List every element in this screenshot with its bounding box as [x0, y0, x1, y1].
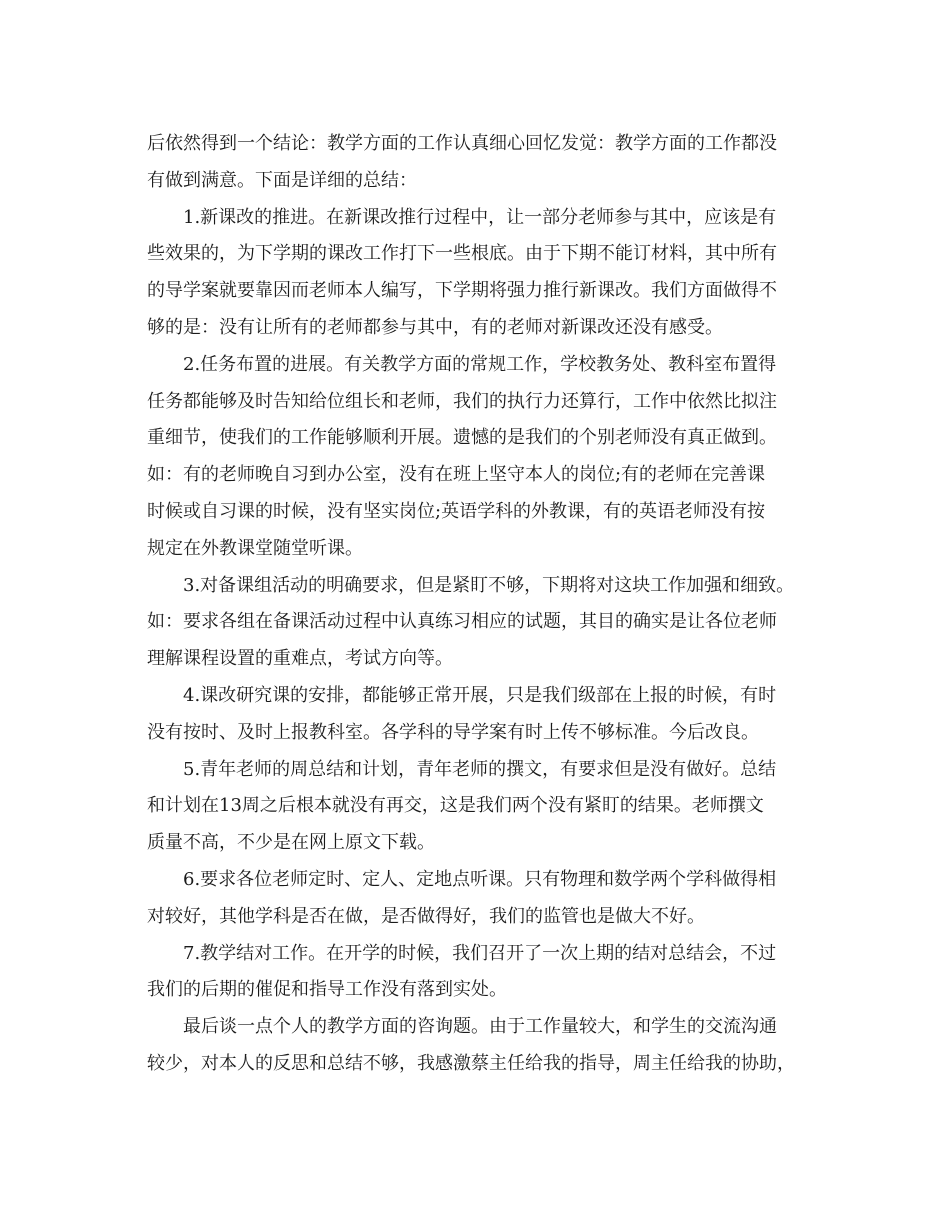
paragraph-start-line: 4.课改研究课的安排，都能够正常开展，只是我们级部在上报的时候，有时	[183, 684, 777, 706]
text-line: 后依然得到一个结论：教学方面的工作认真细心回忆发觉：教学方面的工作都没	[147, 133, 777, 154]
text-line: 和计划在13周之后根本就没有再交，这是我们两个没有紧盯的结果。老师撰文	[147, 795, 764, 817]
text-line: 我们的后期的催促和指导工作没有落到实处。	[147, 979, 507, 1001]
text-line: 如：要求各组在备课活动过程中认真练习相应的试题，其目的确实是让各位老师	[147, 611, 777, 633]
text-line: 够的是：没有让所有的老师都参与其中，有的老师对新课改还没有感受。	[147, 316, 723, 338]
paragraph-start-line: 1.新课改的推进。在新课改推行过程中，让一部分老师参与其中，应该是有	[183, 206, 777, 228]
text-line: 规定在外教课堂随堂听课。	[147, 537, 363, 559]
paragraph-start-line: 2.任务布置的进展。有关教学方面的常规工作，学校教务处、教科室布置得	[183, 353, 777, 375]
paragraph-start-line: 5.青年老师的周总结和计划，青年老师的撰文，有要求但是没有做好。总结	[183, 758, 777, 780]
document-body	[147, 126, 817, 1083]
text-line: 些效果的，为下学期的课改工作打下一些根底。由于下期不能订材料，其中所有	[147, 243, 777, 265]
text-line: 重细节，使我们的工作能够顺利开展。遗憾的是我们的个别老师没有真正做到。	[147, 427, 777, 449]
text-line: 对较好，其他学科是否在做，是否做得好，我们的监管也是做大不好。	[147, 905, 705, 927]
text-line: 任务都能够及时告知给位组长和老师，我们的执行力还算行，工作中依然比拟注	[147, 390, 777, 412]
text-line: 如：有的老师晚自习到办公室，没有在班上坚守本人的岗位;有的老师在完善课	[147, 464, 766, 486]
text-line: 有做到满意。下面是详细的总结：	[147, 169, 417, 191]
text-line: 较少，对本人的反思和总结不够，我感激蔡主任给我的指导，周主任给我的协助，	[147, 1052, 795, 1074]
paragraph-start-line: 最后谈一点个人的教学方面的咨询题。由于工作量较大，和学生的交流沟通	[183, 1016, 777, 1038]
paragraph-start-line: 7.教学结对工作。在开学的时候，我们召开了一次上期的结对总结会，不过	[183, 942, 777, 964]
paragraph-start-line: 6.要求各位老师定时、定人、定地点听课。只有物理和数学两个学科做得相	[183, 868, 777, 890]
text-line: 理解课程设置的重难点，考试方向等。	[147, 648, 453, 670]
text-line: 没有按时、及时上报教科室。各学科的导学案有时上传不够标准。今后改良。	[147, 721, 759, 743]
text-line: 时候或自习课的时候，没有坚实岗位;英语学科的外教课，有的英语老师没有按	[147, 500, 766, 522]
text-line: 的导学案就要靠因而老师本人编写，下学期将强力推行新课改。我们方面做得不	[147, 280, 777, 302]
paragraph-start-line: 3.对备课组活动的明确要求，但是紧盯不够，下期将对这块工作加强和细致。	[183, 574, 795, 596]
text-line: 质量不高，不少是在网上原文下载。	[147, 832, 435, 854]
